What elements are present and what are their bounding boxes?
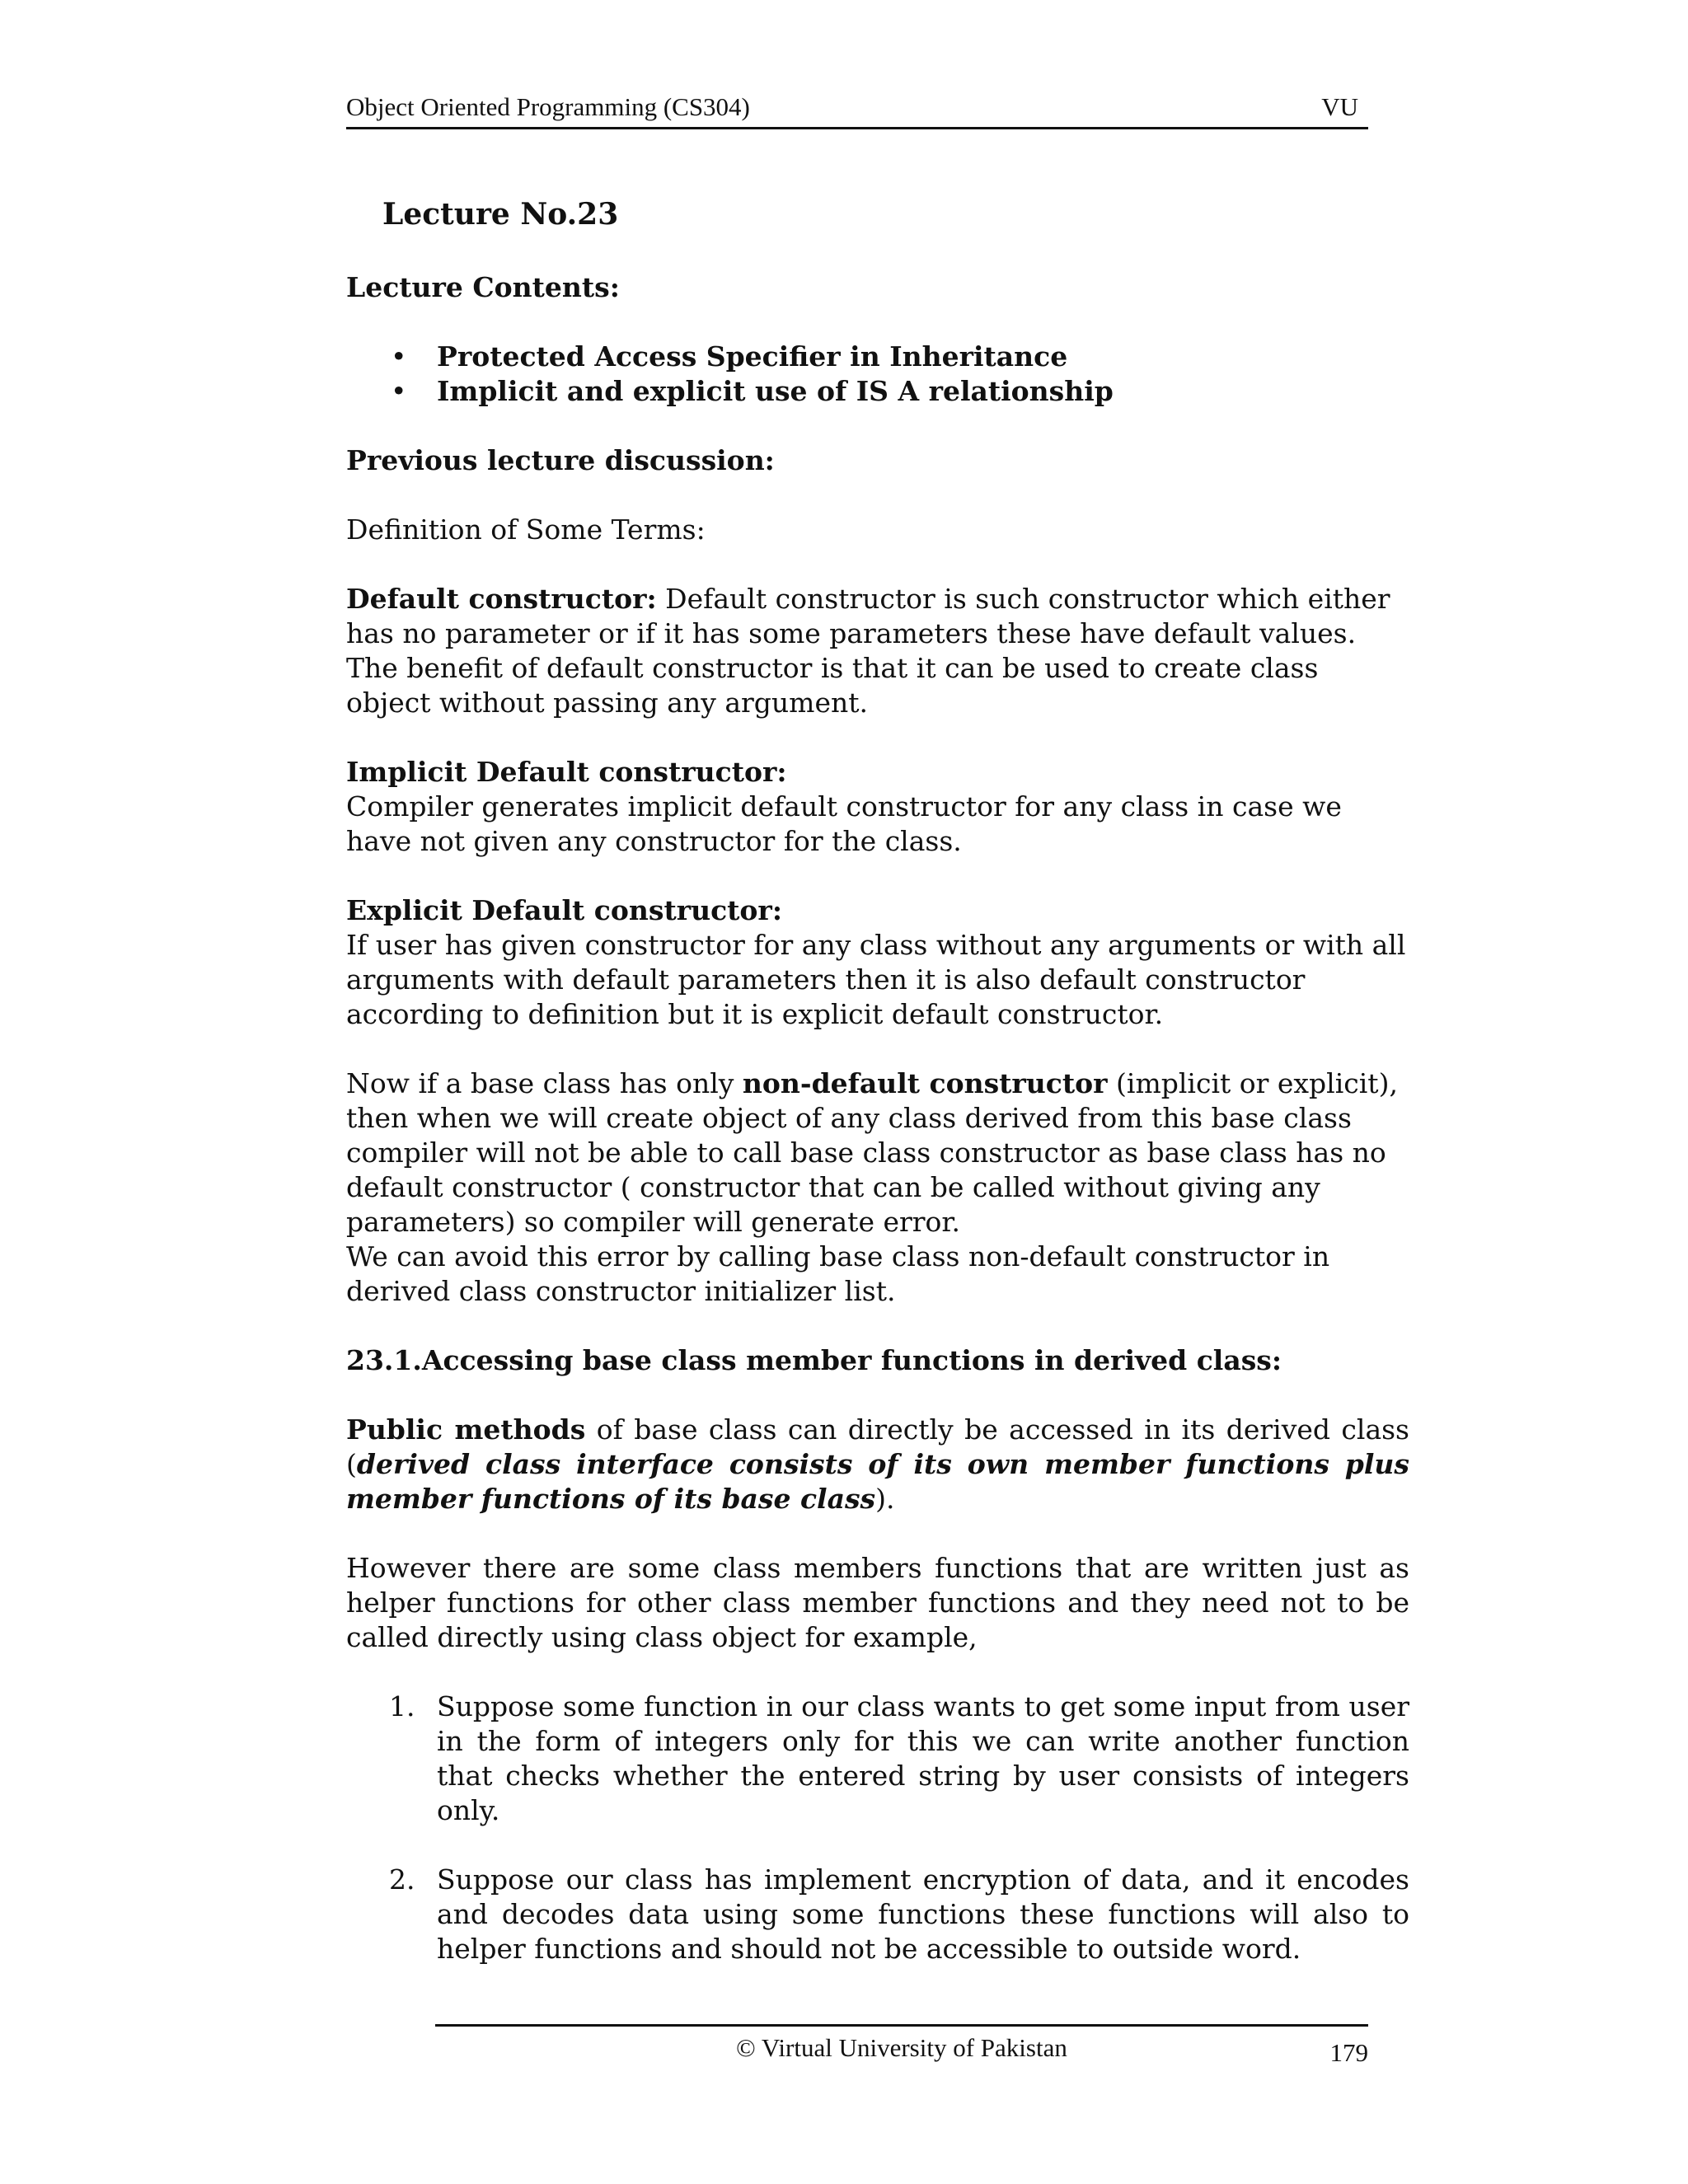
implicit-constructor-term: Implicit Default constructor:: [346, 756, 787, 788]
helpers-intro-paragraph: However there are some class members functions that are written just as helper functions for other class member functions and they need not to be called directly using class object for example,: [346, 1552, 1409, 1653]
copyright-text: © Virtual University of Pakistan: [736, 2033, 1067, 2062]
lecture-contents-list: [346, 340, 1409, 409]
non-default-text-after: (implicit or explicit), then when we will create object of any class derived from this base class compiler will not be able to call base class constructor as base class has no default constructor ( constructor that can be called without giving any parameters) so compiler will generate error.: [346, 1067, 1398, 1238]
list-item: [346, 1863, 1409, 1966]
avoid-error-paragraph: We can avoid this error by calling base class non-default constructor in derived class constructor initializer list.: [346, 1240, 1330, 1307]
default-constructor-term: Default constructor:: [346, 583, 657, 615]
list-item: • Protected Access Specifier in Inheritance: [437, 340, 1409, 374]
non-default-paragraph: [346, 1066, 1409, 1240]
non-default-text-before: Now if a base class has only: [346, 1067, 743, 1099]
page-number: 179: [1329, 2038, 1368, 2067]
definition-heading: Definition of Some Terms:: [346, 513, 706, 546]
default-constructor-paragraph: [346, 582, 1409, 720]
page-body: [346, 194, 1409, 2001]
previous-lecture-heading: Previous lecture discussion:: [346, 444, 775, 476]
course-title: Object Oriented Programming (CS304): [346, 92, 750, 121]
section-heading: 23.1.Accessing base class member functions in derived class:: [346, 1344, 1282, 1376]
public-methods-close: ).: [875, 1483, 895, 1515]
list-item: [346, 1690, 1409, 1828]
public-methods-text: of base class can directly be accessed in its derived class (: [346, 1413, 1409, 1480]
lecture-contents-heading: Lecture Contents:: [346, 271, 620, 303]
examples-list: [346, 1690, 1409, 1966]
institution-label: VU: [1321, 92, 1358, 121]
public-methods-paragraph: [346, 1413, 1409, 1516]
explicit-constructor-text: If user has given constructor for any class without any arguments or with all arguments with default parameters then it is also default constructor according to definition but it is explicit default constructor.: [346, 929, 1406, 1030]
lecture-title: Lecture No.23: [382, 197, 619, 232]
page-header: [346, 89, 1368, 129]
default-constructor-text: Default constructor is such constructor which either has no parameter or if it has some parameters these have default values. The benefit of default constructor is that it can be used to create class object without passing any argument.: [346, 583, 1390, 719]
implicit-constructor-text: Compiler generates implicit default constructor for any class in case we have not given any constructor for the class.: [346, 790, 1342, 857]
explicit-constructor-term: Explicit Default constructor:: [346, 894, 782, 926]
item-text: Suppose our class has implement encryption of data, and it encodes and decodes data using some functions these functions will also to helper functions and should not be accessible to outside word.: [437, 1863, 1409, 1965]
public-methods-term: Public methods: [346, 1413, 586, 1446]
item-number: 1.: [389, 1690, 415, 1722]
non-default-term: non-default constructor: [742, 1067, 1108, 1099]
item-text: Suppose some function in our class wants to get some input from user in the form of integers only for this we can write another function that checks whether the entered string by user consists of integers only.: [437, 1690, 1409, 1826]
public-methods-emphasis: derived class interface consists of its own member functions plus member functions of its base class: [346, 1448, 1409, 1515]
list-item: • Implicit and explicit use of IS A relationship: [437, 374, 1409, 409]
page-footer: [435, 2024, 1368, 2084]
item-number: 2.: [389, 1863, 415, 1896]
